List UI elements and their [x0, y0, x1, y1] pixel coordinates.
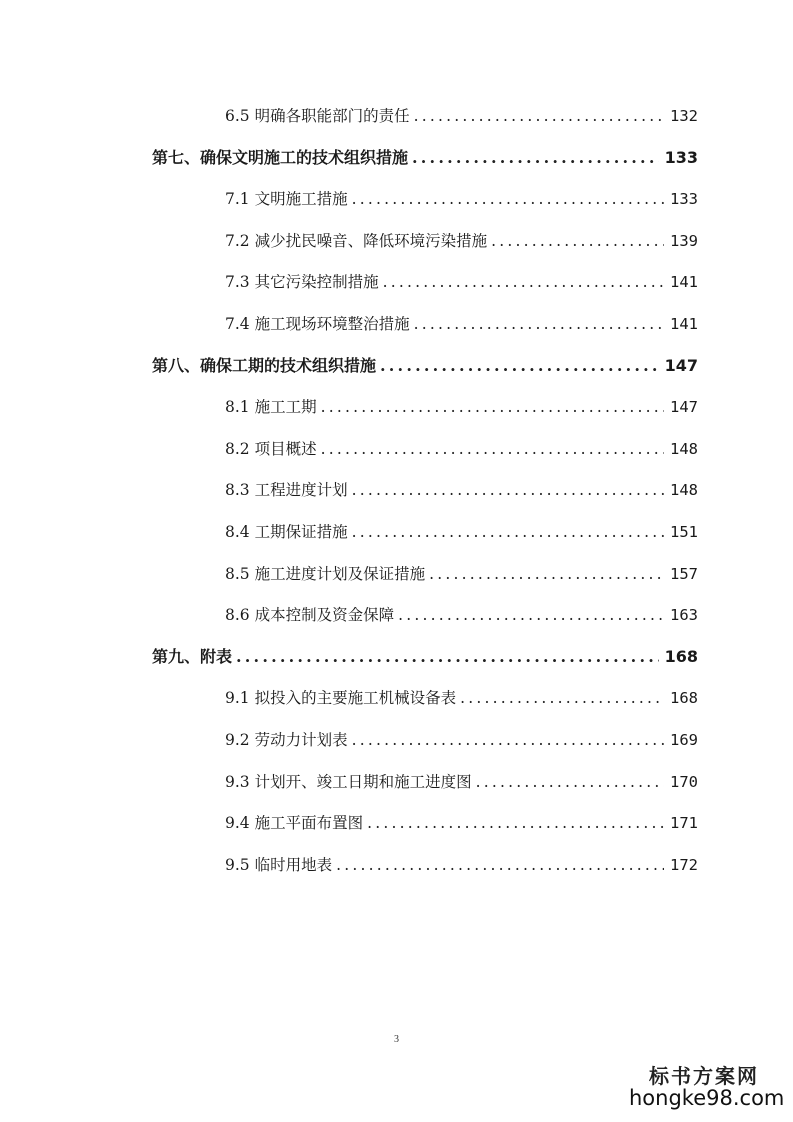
toc-entry[interactable]	[225, 562, 698, 586]
toc-entry-label: 8.1 施工工期	[225, 398, 317, 416]
toc-entry[interactable]	[225, 187, 698, 211]
page-number: 3	[394, 1034, 399, 1045]
toc-entry[interactable]	[225, 770, 698, 794]
toc-entry-page: 163	[670, 606, 698, 624]
toc-entry[interactable]	[225, 811, 698, 835]
toc-entry-page: 171	[670, 814, 698, 832]
toc-entry-label: 6.5 明确各职能部门的责任	[225, 107, 410, 125]
toc-entry[interactable]	[225, 478, 698, 502]
watermark-chinese-text: 标书方案网	[649, 1064, 759, 1088]
toc-entry[interactable]	[225, 520, 698, 544]
toc-entry-page: 133	[664, 148, 698, 167]
toc-entry-label: 8.6 成本控制及资金保障	[225, 606, 395, 624]
toc-entry-label: 9.4 施工平面布置图	[225, 814, 364, 832]
toc-entry-page: 147	[664, 356, 698, 375]
toc-entry-label: 7.2 减少扰民噪音、降低环境污染措施	[225, 232, 488, 250]
toc-entry-label: 7.4 施工现场环境整治措施	[225, 315, 410, 333]
toc-dot-leader	[321, 437, 664, 461]
toc-dot-leader	[398, 603, 664, 627]
toc-entry-label: 7.3 其它污染控制措施	[225, 273, 379, 291]
toc-entry[interactable]	[225, 728, 698, 752]
toc-chapter-entry[interactable]	[152, 146, 698, 170]
toc-dot-leader	[336, 853, 664, 877]
toc-entry-page: 132	[670, 107, 698, 125]
toc-entry-label: 第八、确保工期的技术组织措施	[152, 356, 377, 375]
watermark-domain-text: hongke98.com	[629, 1086, 785, 1110]
toc-dot-leader	[414, 312, 664, 336]
toc-entry[interactable]	[225, 270, 698, 294]
toc-dot-leader	[412, 146, 659, 170]
toc-dot-leader	[414, 104, 664, 128]
toc-dot-leader	[236, 645, 659, 669]
toc-entry-page: 141	[670, 315, 698, 333]
toc-chapter-entry[interactable]	[152, 354, 698, 378]
toc-entry-label: 第七、确保文明施工的技术组织措施	[152, 148, 409, 167]
toc-dot-leader	[352, 520, 664, 544]
toc-entry-page: 168	[670, 689, 698, 707]
toc-entry-label: 8.3 工程进度计划	[225, 481, 348, 499]
toc-dot-leader	[491, 229, 664, 253]
toc-entry-label: 9.5 临时用地表	[225, 856, 333, 874]
watermark-logo	[629, 1064, 785, 1110]
toc-dot-leader	[460, 686, 664, 710]
toc-entry-label: 9.2 劳动力计划表	[225, 731, 348, 749]
toc-entry-page: 151	[670, 523, 698, 541]
toc-entry-label: 8.4 工期保证措施	[225, 523, 348, 541]
toc-entry-page: 168	[664, 647, 698, 666]
toc-entry[interactable]	[225, 312, 698, 336]
toc-entry-page: 141	[670, 273, 698, 291]
toc-entry-page: 148	[670, 481, 698, 499]
toc-dot-leader	[367, 811, 664, 835]
toc-entry-page: 157	[670, 565, 698, 583]
toc-dot-leader	[352, 728, 664, 752]
toc-entry[interactable]	[225, 104, 698, 128]
toc-entry-label: 8.2 项目概述	[225, 440, 317, 458]
toc-entry-label: 8.5 施工进度计划及保证措施	[225, 565, 426, 583]
toc-entry[interactable]	[225, 603, 698, 627]
toc-entry-page: 170	[670, 773, 698, 791]
toc-dot-leader	[383, 270, 664, 294]
toc-dot-leader	[476, 770, 664, 794]
toc-entry-label: 第九、附表	[152, 647, 233, 666]
toc-entry-label: 9.3 计划开、竣工日期和施工进度图	[225, 773, 472, 791]
toc-entry-page: 133	[670, 190, 698, 208]
toc-dot-leader	[429, 562, 664, 586]
toc-entry-label: 7.1 文明施工措施	[225, 190, 348, 208]
toc-entry-page: 148	[670, 440, 698, 458]
toc-entry-page: 139	[670, 232, 698, 250]
toc-entry-page: 172	[670, 856, 698, 874]
toc-entry-page: 147	[670, 398, 698, 416]
toc-entry[interactable]	[225, 437, 698, 461]
toc-entry-label: 9.1 拟投入的主要施工机械设备表	[225, 689, 457, 707]
toc-entry-page: 169	[670, 731, 698, 749]
toc-chapter-entry[interactable]	[152, 645, 698, 669]
toc-entry[interactable]	[225, 395, 698, 419]
toc-entry[interactable]	[225, 229, 698, 253]
toc-entry[interactable]	[225, 853, 698, 877]
toc-dot-leader	[321, 395, 664, 419]
toc-dot-leader	[352, 187, 664, 211]
toc-dot-leader	[352, 478, 664, 502]
toc-entry[interactable]	[225, 686, 698, 710]
toc-dot-leader	[380, 354, 659, 378]
